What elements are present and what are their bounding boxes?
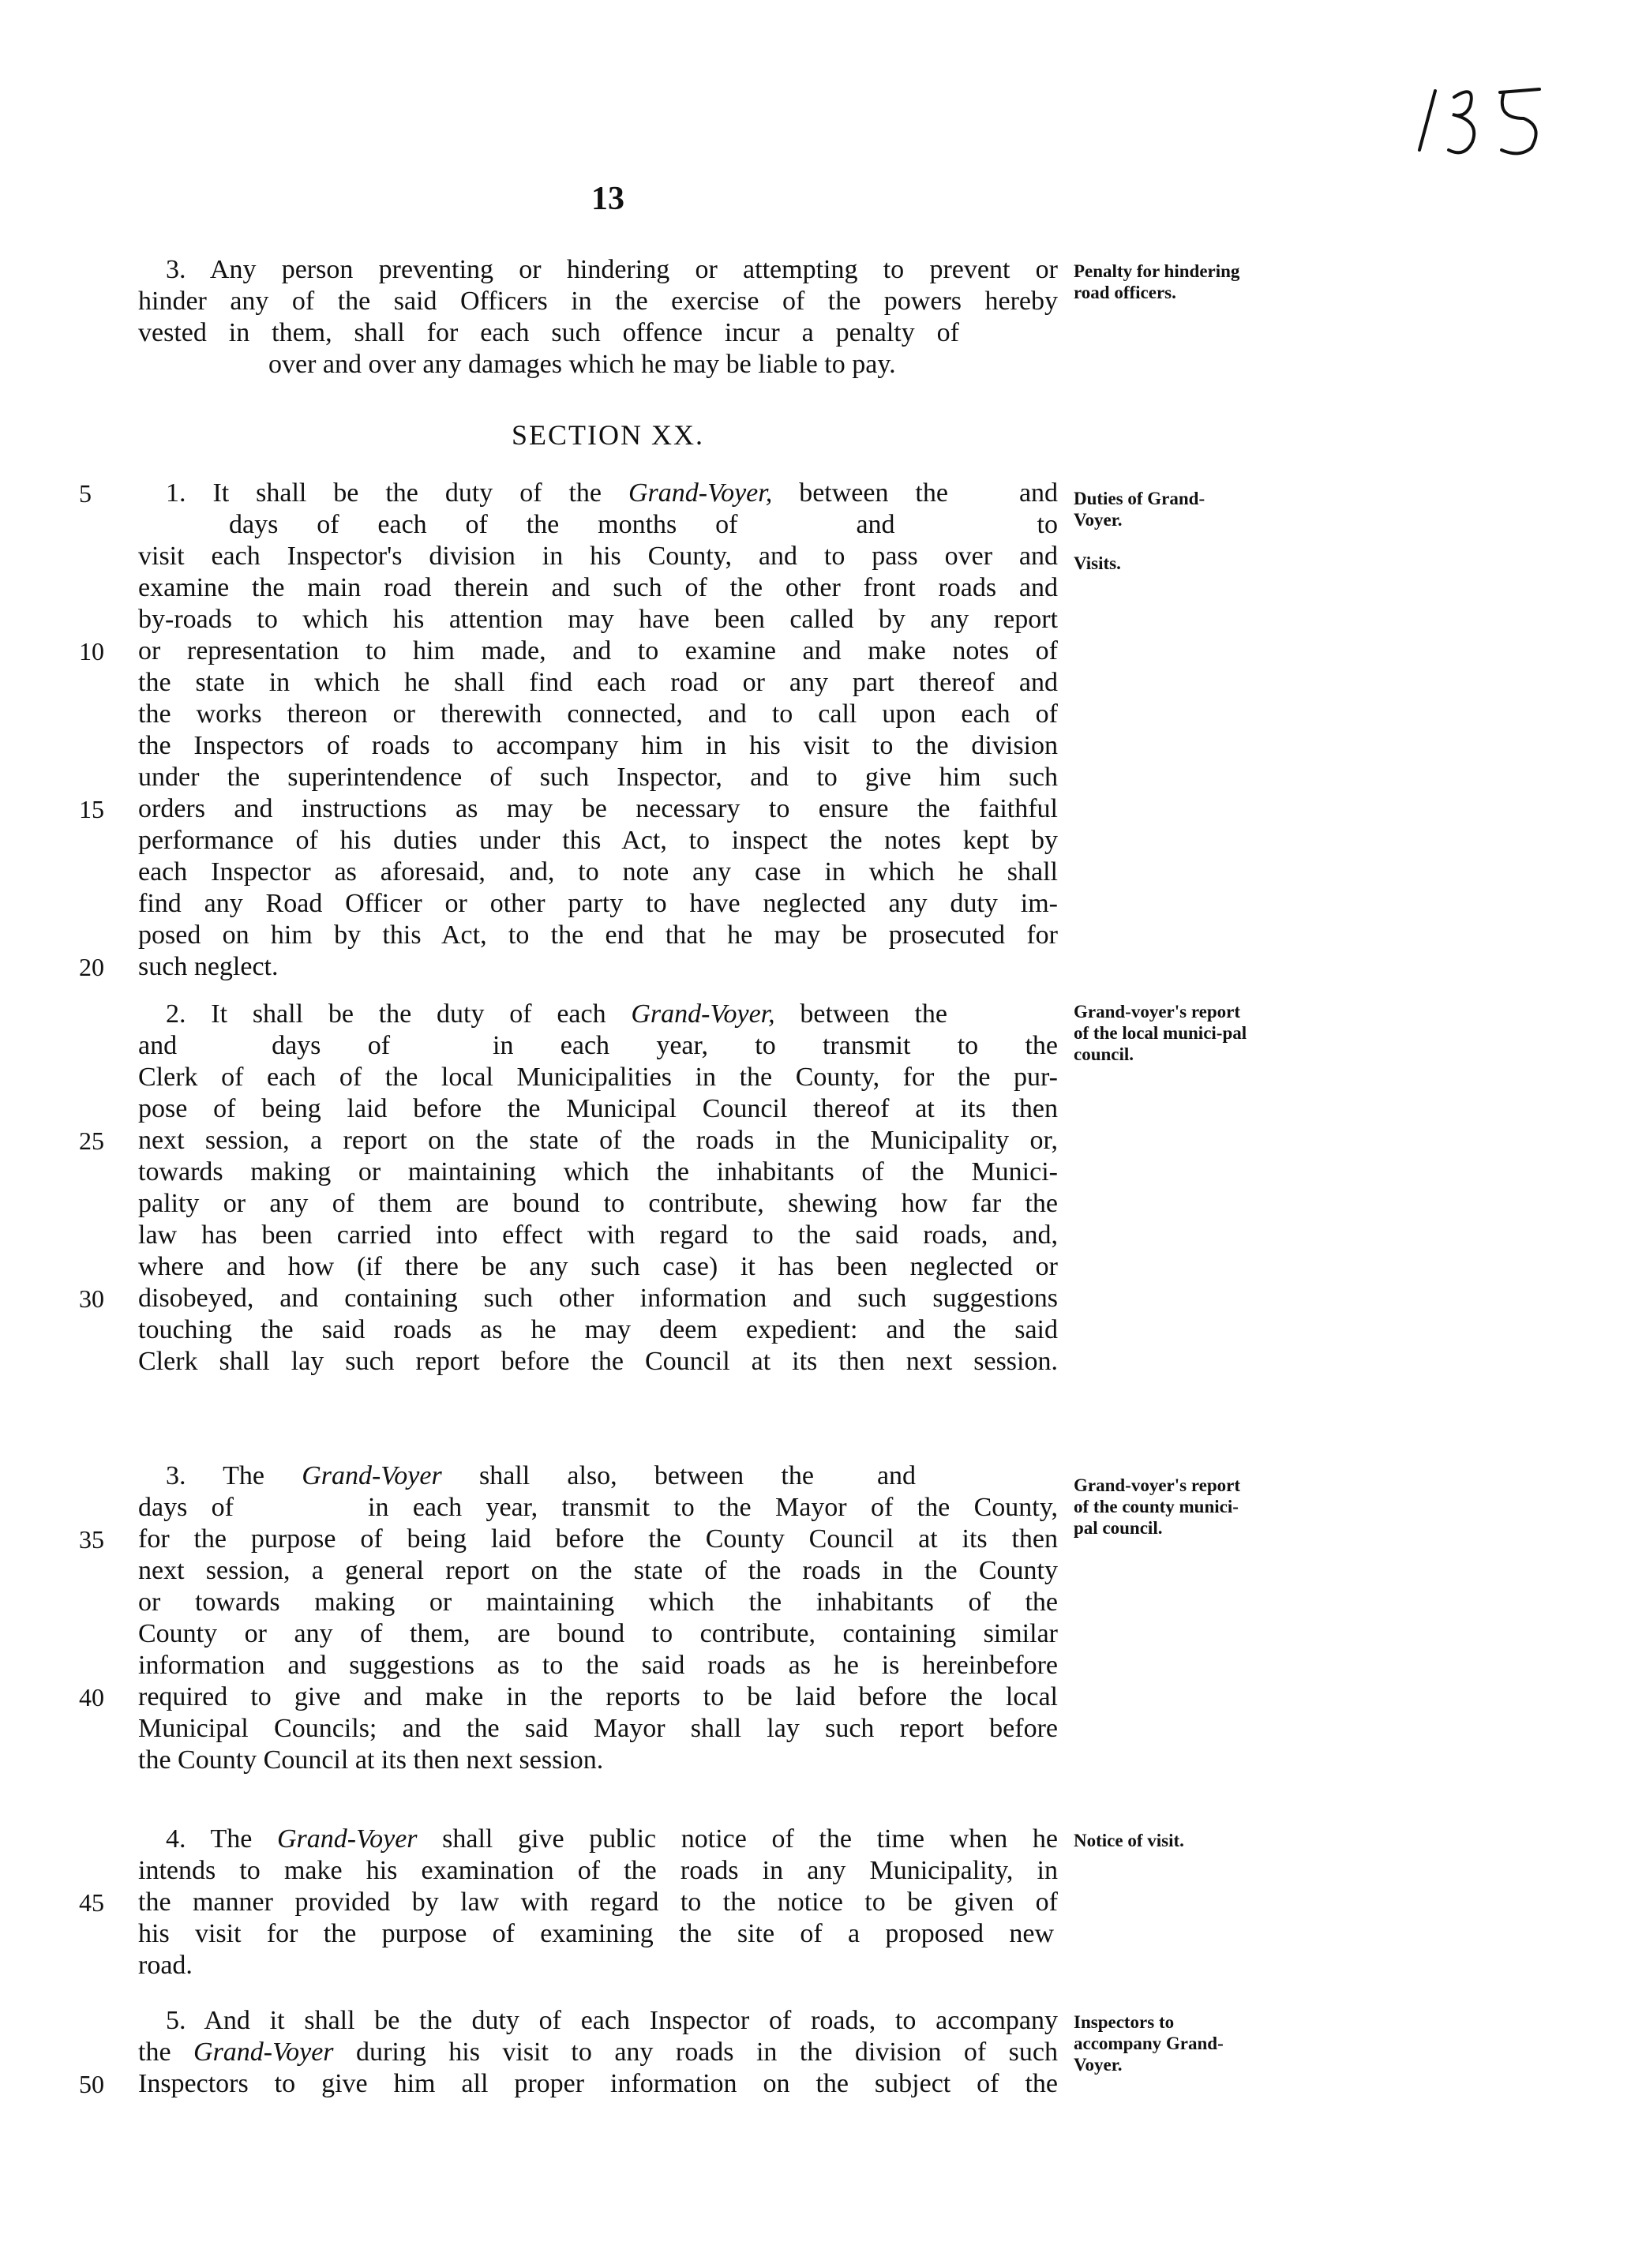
text-line: the state in which he shall find each road or any part thereof and xyxy=(138,668,1058,697)
text-line: hinder any of the said Officers in the exercise of the powers hereby xyxy=(138,287,1058,316)
text-line: and days of in each year, to transmit to the xyxy=(138,1031,1058,1060)
line-number: 15 xyxy=(79,795,104,823)
text-line: the Inspectors of roads to accompany him in his visit to the division xyxy=(138,731,1058,760)
text-line: find any Road Officer or other party to have neglected any duty im- xyxy=(138,889,1058,918)
text-line: days of each of the months of and to xyxy=(229,510,1058,539)
text-line: 4. The Grand-Voyer shall give public notice of the time when he xyxy=(166,1824,1058,1854)
text-line: law has been carried into effect with regard to the said roads, and, xyxy=(138,1220,1058,1250)
text-line: the County Council at its then next session. xyxy=(138,1745,604,1775)
margin-note: Visits. xyxy=(1074,553,1121,573)
line-number: 30 xyxy=(79,1284,104,1313)
section-heading: SECTION XX. xyxy=(512,419,704,451)
text-line: posed on him by this Act, to the end that he may be prosecuted for xyxy=(138,920,1058,950)
margin-note: Penalty for hindering road officers. xyxy=(1074,261,1240,302)
margin-note: Grand-voyer's report of the county munici-pal council. xyxy=(1074,1475,1241,1538)
text-line: performance of his duties under this Act, to inspect the notes kept by xyxy=(138,826,1058,855)
line-number: 20 xyxy=(79,953,104,981)
text-line: under the superintendence of such Inspector, and to give him such xyxy=(138,763,1058,792)
text-line: intends to make his examination of the roads in any Municipality, in xyxy=(138,1856,1058,1885)
text-line: over and over any damages which he may be liable to pay. xyxy=(268,350,896,379)
line-number: 25 xyxy=(79,1127,104,1155)
line-number: 45 xyxy=(79,1888,104,1917)
text-line: towards making or maintaining which the inhabitants of the Munici- xyxy=(138,1157,1058,1186)
text-line: by-roads to which his attention may have been called by any report xyxy=(138,605,1058,634)
text-line: each Inspector as aforesaid, and, to note any case in which he shall xyxy=(138,857,1058,887)
text-line: touching the said roads as he may deem expedient: and the said xyxy=(138,1315,1058,1344)
text-line: the manner provided by law with regard to the notice to be given of xyxy=(138,1888,1058,1917)
text-line: orders and instructions as may be necessary to ensure the faithful xyxy=(138,794,1058,823)
line-number: 5 xyxy=(79,479,92,508)
handwritten-folio-mark xyxy=(1405,75,1563,170)
margin-note: Duties of Grand-Voyer. xyxy=(1074,489,1205,530)
text-line: pality or any of them are bound to contribute, shewing how far the xyxy=(138,1189,1058,1218)
text-line: the works thereon or therewith connected, and to call upon each of xyxy=(138,699,1058,729)
text-line: or towards making or maintaining which the inhabitants of the xyxy=(138,1588,1058,1617)
text-line: days of in each year, transmit to the Mayor of the County, xyxy=(138,1493,1058,1522)
line-number: 10 xyxy=(79,637,104,665)
text-line: Municipal Councils; and the said Mayor shall lay such report before xyxy=(138,1714,1058,1743)
text-line: 3. The Grand-Voyer shall also, between the and xyxy=(166,1461,917,1490)
text-line: pose of being laid before the Municipal Council thereof at its then xyxy=(138,1094,1058,1123)
text-line: Clerk of each of the local Municipalities in the County, for the pur- xyxy=(138,1063,1058,1092)
text-line: County or any of them, are bound to contribute, containing similar xyxy=(138,1619,1058,1648)
text-line: for the purpose of being laid before the County Council at its then xyxy=(138,1524,1058,1554)
text-line: visit each Inspector's division in his County, and to pass over and xyxy=(138,542,1058,571)
text-line: road. xyxy=(138,1951,193,1980)
text-line: the Grand-Voyer during his visit to any roads in the division of such xyxy=(138,2037,1059,2067)
line-number: 40 xyxy=(79,1683,104,1711)
margin-note: Grand-voyer's report of the local munici-pal council. xyxy=(1074,1002,1247,1064)
text-line: vested in them, shall for each such offence incur a penalty of xyxy=(138,318,959,347)
text-line: his visit for the purpose of examining the site of a proposed new xyxy=(138,1919,1054,1948)
margin-note: Notice of visit. xyxy=(1074,1831,1184,1850)
line-number: 35 xyxy=(79,1525,104,1554)
text-line: examine the main road therein and such of the other front roads and xyxy=(138,573,1058,602)
text-line: Clerk shall lay such report before the Council at its then next session. xyxy=(138,1347,1058,1376)
text-line: next session, a report on the state of the roads in the Municipality or, xyxy=(138,1126,1058,1155)
text-line: 3. Any person preventing or hindering or attempting to prevent or xyxy=(166,255,1058,284)
text-line: disobeyed, and containing such other information and such suggestions xyxy=(138,1284,1058,1313)
text-line: or representation to him made, and to examine and make notes of xyxy=(138,636,1058,665)
margin-note: Inspectors to accompany Grand-Voyer. xyxy=(1074,2012,1224,2075)
text-line: information and suggestions as to the said roads as he is hereinbefore xyxy=(138,1651,1058,1680)
page-number: 13 xyxy=(591,181,624,217)
text-line: Inspectors to give him all proper information on the subject of the xyxy=(138,2069,1058,2098)
line-number: 50 xyxy=(79,2070,104,2098)
text-line: 1. It shall be the duty of the Grand-Voyer, between the and xyxy=(166,478,1059,508)
text-line: 5. And it shall be the duty of each Inspector of roads, to accompany xyxy=(166,2006,1058,2035)
text-line: 2. It shall be the duty of each Grand-Voyer, between the xyxy=(166,999,948,1029)
text-line: next session, a general report on the state of the roads in the County xyxy=(138,1556,1058,1585)
text-line: required to give and make in the reports to be laid before the local xyxy=(138,1682,1058,1711)
text-line: where and how (if there be any such case) it has been neglected or xyxy=(138,1252,1058,1281)
text-line: such neglect. xyxy=(138,952,279,981)
